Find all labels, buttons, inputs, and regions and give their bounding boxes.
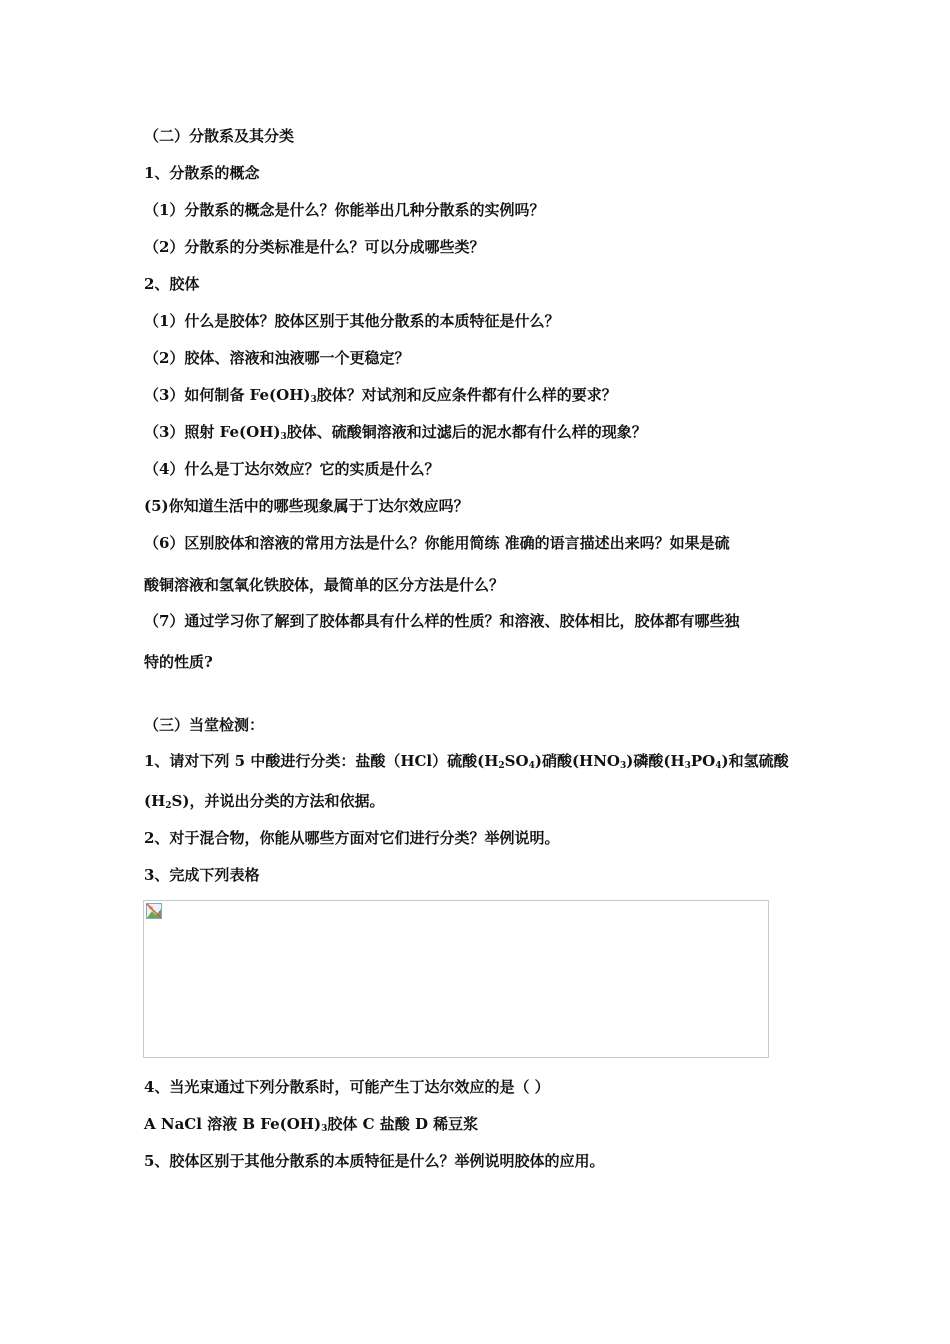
question-2-7b: 特的性质? [144,653,213,671]
section-heading-2: （二）分散系及其分类 [144,127,295,145]
test-4-options: A NaCl 溶液 B $Fe(OH)_3$胶体 C 盐酸 D 稀豆浆 [144,1115,479,1134]
test-3: 3、完成下列表格 [144,866,260,884]
test-2: 2、对于混合物，你能从哪些方面对它们进行分类？举例说明。 [144,829,560,847]
test-5: 5、胶体区别于其他分散系的本质特征是什么？举例说明胶体的应用。 [144,1152,605,1170]
question-1-title: 1、分散系的概念 [144,164,260,182]
broken-image-icon [146,903,162,919]
question-2-6a: （6）区别胶体和溶液的常用方法是什么？你能用简练 准确的语言描述出来吗？如果是硫 [144,534,730,552]
question-2-3a: （3）如何制备 $Fe(OH)_3$胶体？对试剂和反应条件都有什么样的要求？ [144,386,617,405]
test-4: 4、当光束通过下列分散系时，可能产生丁达尔效应的是（ ） [144,1078,550,1096]
table-image-placeholder [143,900,769,1058]
question-2-1: （1）什么是胶体？胶体区别于其他分散系的本质特征是什么？ [144,312,560,330]
question-1-2: （2）分散系的分类标准是什么？可以分成哪些类？ [144,238,485,256]
test-1b: $(H_2S)$，并说出分类的方法和依据。 [144,792,385,811]
test-1a: 1、请对下列 5 中酸进行分类：盐酸（HCl）硫酸$(H_2SO_4)$硝酸$(HNO_3)$磷酸$(H_3PO_4)$和氢硫酸 [144,752,789,771]
section-heading-3: （三）当堂检测： [144,716,265,734]
question-2-2: （2）胶体、溶液和浊液哪一个更稳定？ [144,349,410,367]
question-2-6b: 酸铜溶液和氢氧化铁胶体，最简单的区分方法是什么？ [144,576,505,594]
question-1-1: （1）分散系的概念是什么？你能举出几种分散系的实例吗？ [144,201,545,219]
question-2-3b: （3）照射 $Fe(OH)_3$胶体、硫酸铜溶液和过滤后的泥水都有什么样的现象？ [144,423,647,442]
question-2-4: （4）什么是丁达尔效应？它的实质是什么？ [144,460,440,478]
question-2-5: (5)你知道生活中的哪些现象属于丁达尔效应吗？ [144,497,469,515]
question-2-7a: （7）通过学习你了解到了胶体都具有什么样的性质？和溶液、胶体相比，胶体都有哪些独 [144,612,740,630]
question-2-title: 2、胶体 [144,275,200,293]
